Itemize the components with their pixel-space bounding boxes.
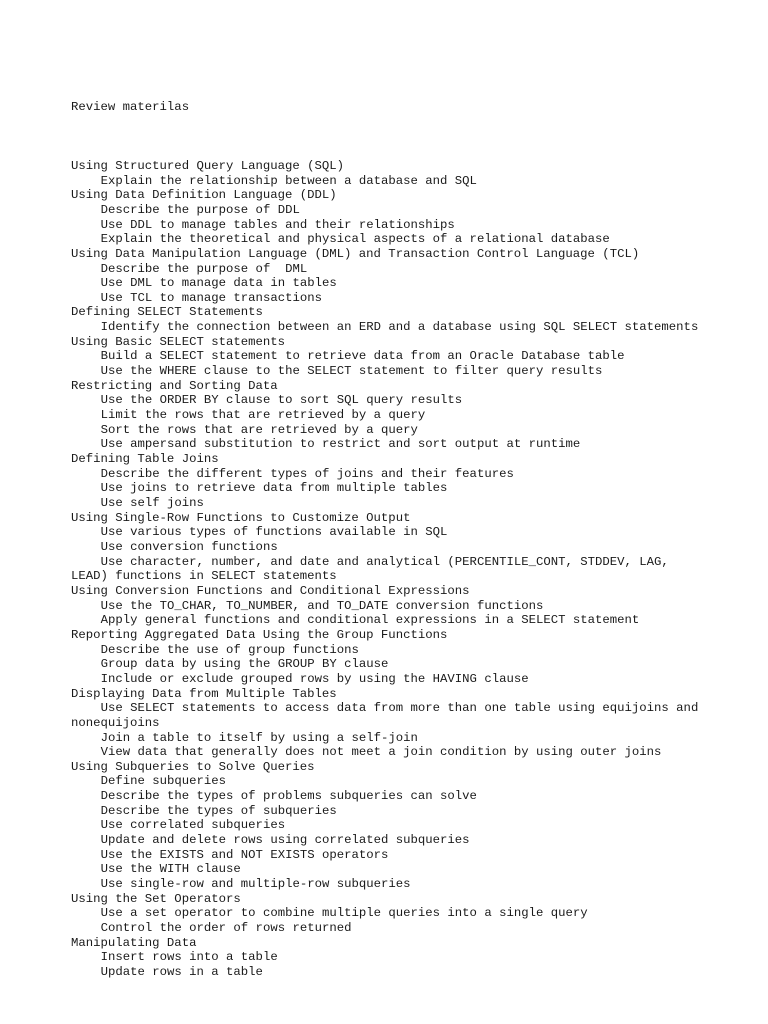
objective-list <box>71 525 711 584</box>
objective-item: View data that generally does not meet a join condition by using outer joins <box>100 745 662 760</box>
topic-heading: Using Data Manipulation Language (DML) and Transaction Control Language (TCL) <box>71 246 640 261</box>
topic-section <box>71 188 711 247</box>
topic-section <box>71 892 711 936</box>
objective-list <box>71 701 711 760</box>
objective-item: Use the EXISTS and NOT EXISTS operators <box>100 847 389 862</box>
objective-item: Control the order of rows returned <box>100 921 352 936</box>
objective-list <box>71 320 711 335</box>
document-title: Review materilas <box>71 100 190 115</box>
objective-item: Define subqueries <box>100 774 227 789</box>
objective-item: Sort the rows that are retrieved by a query <box>100 422 418 437</box>
objective-item: Explain the relationship between a database and SQL <box>100 173 477 188</box>
objective-item: Join a table to itself by using a self-join <box>100 730 418 745</box>
objective-list <box>71 906 711 935</box>
objective-item: Identify the connection between an ERD and a database using SQL SELECT statements <box>100 320 699 335</box>
objective-item: Use character, number, and date and analytical (PERCENTILE_CONT, STDDEV, LAG, LEAD) functions in SELECT statements <box>71 554 677 584</box>
objective-list <box>71 643 711 687</box>
topic-section <box>71 936 711 980</box>
objective-item: Describe the different types of joins and their features <box>100 466 514 481</box>
objective-item: Use DML to manage data in tables <box>100 276 337 291</box>
objective-item: Use conversion functions <box>100 539 278 554</box>
topic-heading: Using Data Definition Language (DDL) <box>71 188 337 203</box>
objective-item: Use the WITH clause <box>100 862 241 877</box>
objective-item: Use a set operator to combine multiple queries into a single query <box>100 906 588 921</box>
topic-section <box>71 247 711 306</box>
objective-list <box>71 467 711 511</box>
objective-item: Include or exclude grouped rows by using the HAVING clause <box>100 671 529 686</box>
objective-item: Use joins to retrieve data from multiple tables <box>100 481 448 496</box>
objective-item: Build a SELECT statement to retrieve data from an Oracle Database table <box>100 349 625 364</box>
objective-item: Apply general functions and conditional expressions in a SELECT statement <box>100 613 640 628</box>
objective-list <box>71 262 711 306</box>
objective-list <box>71 174 711 189</box>
topic-heading: Reporting Aggregated Data Using the Group Functions <box>71 627 448 642</box>
objective-list <box>71 393 711 452</box>
objective-list <box>71 774 711 891</box>
objective-item: Use ampersand substitution to restrict and sort output at runtime <box>100 437 581 452</box>
topic-heading: Using Structured Query Language (SQL) <box>71 158 345 173</box>
objective-list <box>71 950 711 979</box>
objective-item: Explain the theoretical and physical aspects of a relational database <box>100 232 610 247</box>
objective-item: Use the WHERE clause to the SELECT statement to filter query results <box>100 364 603 379</box>
objective-item: Use single-row and multiple-row subqueries <box>100 877 411 892</box>
topic-section <box>71 305 711 334</box>
objective-item: Describe the purpose of DDL <box>100 202 300 217</box>
topic-section <box>71 584 711 628</box>
topic-list <box>71 159 711 980</box>
objective-item: Describe the types of problems subqueries can solve <box>100 789 477 804</box>
objective-list <box>71 349 711 378</box>
topic-section <box>71 159 711 188</box>
topic-section <box>71 760 711 892</box>
topic-section <box>71 335 711 379</box>
objective-item: Use DDL to manage tables and their relationships <box>100 217 455 232</box>
topic-heading: Defining Table Joins <box>71 452 219 467</box>
topic-heading: Manipulating Data <box>71 935 197 950</box>
objective-item: Update rows in a table <box>100 965 263 979</box>
topic-section <box>71 687 711 760</box>
topic-heading: Using Subqueries to Solve Queries <box>71 759 315 774</box>
topic-heading: Defining SELECT Statements <box>71 305 263 320</box>
objective-item: Use SELECT statements to access data from more than one table using equijoins and nonequijoins <box>71 701 706 730</box>
topic-section <box>71 628 711 687</box>
topic-heading: Restricting and Sorting Data <box>71 378 278 393</box>
topic-heading: Using Conversion Functions and Conditional Expressions <box>71 583 470 598</box>
topic-section <box>71 379 711 452</box>
objective-item: Insert rows into a table <box>100 950 278 965</box>
objective-item: Limit the rows that are retrieved by a query <box>100 408 426 423</box>
topic-section <box>71 511 711 584</box>
objective-item: Use various types of functions available in SQL <box>100 525 448 540</box>
objective-item: Group data by using the GROUP BY clause <box>100 657 389 672</box>
topic-heading: Using Single-Row Functions to Customize Output <box>71 510 411 525</box>
objective-list <box>71 599 711 628</box>
topic-heading: Using Basic SELECT statements <box>71 334 286 349</box>
objective-item: Describe the use of group functions <box>100 642 359 657</box>
objective-list <box>71 203 711 247</box>
topic-heading: Using the Set Operators <box>71 891 241 906</box>
objective-item: Use correlated subqueries <box>100 818 286 833</box>
objective-item: Use self joins <box>100 496 204 510</box>
document-page <box>71 71 711 994</box>
topic-section <box>71 452 711 511</box>
objective-item: Use the ORDER BY clause to sort SQL query results <box>100 393 463 408</box>
objective-item: Update and delete rows using correlated subqueries <box>100 833 470 848</box>
objective-item: Use TCL to manage transactions <box>100 290 322 305</box>
topic-heading: Displaying Data from Multiple Tables <box>71 686 337 701</box>
objective-item: Describe the types of subqueries <box>100 803 337 818</box>
objective-item: Use the TO_CHAR, TO_NUMBER, and TO_DATE conversion functions <box>100 598 544 613</box>
objective-item: Describe the purpose of DML <box>100 261 308 276</box>
